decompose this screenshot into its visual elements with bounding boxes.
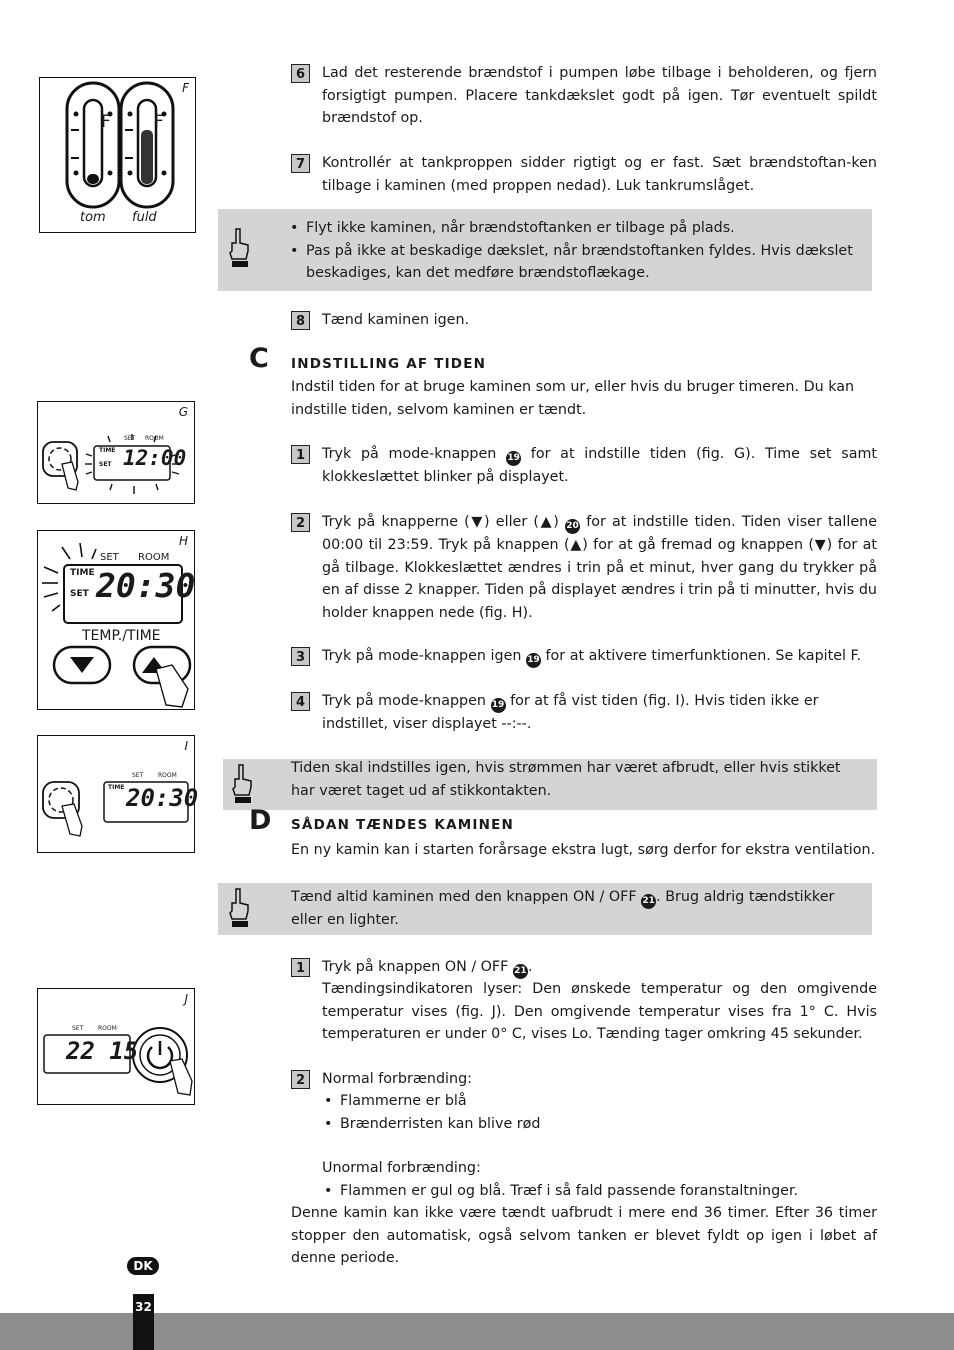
lcd-time-label: TIME (70, 568, 95, 578)
lcd-digits: 22 15 (66, 1037, 139, 1065)
button-ref-badge: 21 (513, 964, 528, 979)
lcd-digits: 20:30 (96, 566, 196, 605)
lcd-room-top: ROOM (98, 1025, 117, 1032)
lcd-set-top: SET (132, 772, 144, 779)
lcd-set-top: SET (72, 1025, 84, 1032)
figure-i (37, 735, 199, 853)
button-ref-badge: 19 (506, 451, 521, 466)
lcd-digits: 12:00 (123, 446, 187, 470)
pointing-hand-icon (226, 887, 252, 929)
figure-g-label: G (178, 405, 188, 419)
lcd-time-label: TIME (108, 784, 125, 791)
section-title: SÅDAN TÆNDES KAMINEN (291, 817, 515, 833)
final-paragraph: Denne kamin kan ikke være tændt uafbrudt i mere end 36 timer. Efter 36 timer stopper den automatisk, også selvom tanken er blevet fyldt op igen i løbet af denne periode. (291, 1205, 877, 1266)
step-text: Kontrollér at tankproppen sidder rigtigt og er fast. Sæt brændstoftan-ken tilbage i kaminen (med proppen nedad). Luk tankrumslåget. (322, 155, 877, 194)
section-intro: En ny kamin kan i starten forårsage ekstra lugt, sørg derfor for ekstra ventilation. (291, 842, 876, 858)
step-text: Tryk på mode-knappen 19 for at få vist tiden (fig. I). Hvis tiden ikke er indstillet, viser displayet --:--. (322, 693, 819, 732)
note-text: Tiden skal indstilles igen, hvis strømmen har været afbrudt, eller hvis stikket har været taget ud af stikkontakten. (291, 760, 841, 799)
lcd-room-top: ROOM (145, 435, 164, 442)
pointing-hand-icon (226, 227, 252, 269)
section-letter: C (249, 343, 269, 374)
step-number: 8 (291, 311, 310, 330)
gauge-mark-right: F (154, 112, 164, 132)
warning-note (223, 759, 877, 810)
step-text: Tryk på mode-knappen 19 for at indstille tiden (fig. G). Time set samt klokkeslættet blinker på displayet. (322, 446, 877, 485)
step-number: 6 (291, 64, 310, 83)
figure-i-label: I (184, 739, 188, 753)
list-item: • Flammerne er blå (322, 1090, 877, 1113)
step-text: Tænd kaminen igen. (322, 312, 470, 328)
warning-note (218, 209, 872, 291)
figure-j (37, 988, 195, 1105)
step-number: 3 (291, 647, 310, 666)
lcd-set-label: SET (99, 461, 112, 468)
figure-g (37, 401, 195, 504)
figure-f (39, 77, 196, 233)
gauge-empty-label: tom (80, 210, 106, 225)
figure-h (37, 530, 195, 710)
step-text: Normal forbrænding: (322, 1071, 472, 1087)
step-text: Tryk på knapperne (▼) eller (▲) 20 for at indstille tiden. Tiden viser tallene 00:00 til 23:59. Tryk på knappen (▲) for at gå fremad og knappen (▼) for at gå tilbage. Klokkeslættet ændres i trin på et minut, hver gang du trykker på en af disse 2 knapper. Tiden på displayet ændres i trin på ti minutter, hvis du holder knappen nede (fig. H). (322, 514, 877, 621)
gauge-full-label: fuld (132, 210, 157, 225)
note-item: • Pas på ikke at beskadige dækslet, når brændstoftanken fyldes. Hvis dækslet beskadiges, kan det medføre brændstoflækage. (288, 240, 864, 285)
step-text: Unormal forbrænding: (322, 1160, 481, 1176)
section-intro: Indstil tiden for at bruge kaminen som ur, eller hvis du bruger timeren. Du kan indstille tiden, selvom kaminen er tændt. (291, 379, 855, 418)
lcd-set-label: SET (70, 589, 89, 599)
list-item: • Brænderristen kan blive rød (322, 1113, 877, 1136)
button-ref-badge: 19 (491, 698, 506, 713)
step-number: 2 (291, 513, 310, 532)
fuel-gauge-illustration (40, 78, 194, 231)
section-letter: D (249, 805, 272, 836)
step-number: 2 (291, 1070, 310, 1089)
figure-j-label: J (184, 992, 188, 1006)
note-text: Tænd altid kaminen med den knappen ON / OFF 21. Brug aldrig tændstikker eller en lighter. (291, 889, 835, 928)
lcd-time-label: TIME (99, 447, 116, 454)
note-item: • Flyt ikke kaminen, når brændstoftanken er tilbage på plads. (288, 217, 864, 240)
step-text: Lad det resterende brændstof i pumpen løbe tilbage i beholderen, og fjern forsigtigt pumpen. Placere tankdækslet godt på igen. Tør eventuelt spildt brændstof op. (322, 65, 877, 126)
language-badge: DK (127, 1257, 159, 1275)
button-ref-badge: 20 (565, 519, 580, 534)
lcd-room-top: ROOM (158, 772, 177, 779)
page-number: 32 (133, 1294, 154, 1350)
warning-note (218, 883, 872, 935)
step-number: 1 (291, 445, 310, 464)
gauge-mark-left: F (101, 112, 111, 132)
step-number: 4 (291, 692, 310, 711)
lcd-set-top: SET (100, 552, 119, 563)
step-number: 7 (291, 154, 310, 173)
temp-time-caption: TEMP./TIME (82, 628, 161, 644)
lcd-set-top: SET (124, 435, 136, 442)
lcd-room-top: ROOM (138, 552, 170, 563)
step-text: Tryk på mode-knappen igen 19 for at aktivere timerfunktionen. Se kapitel F. (322, 645, 877, 668)
button-ref-badge: 19 (526, 653, 541, 668)
list-item: • Flammen er gul og blå. Træf i så fald passende foranstaltninger. (322, 1180, 877, 1203)
pointing-hand-icon (229, 763, 255, 805)
section-title: INDSTILLING AF TIDEN (291, 356, 487, 372)
lcd-digits: 20:30 (126, 784, 199, 812)
step-body: Tændingsindikatoren lyser: Den ønskede temperatur og den omgivende temperatur vises (fig. J). Den omgivende temperatur vises fra 1° C. Hvis temperaturen er under 0° C, vises Lo. Tænding tager omkring 45 sekunder. (322, 981, 877, 1042)
button-ref-badge: 21 (641, 894, 656, 909)
figure-f-label: F (182, 81, 189, 95)
step-text: Tryk på knappen ON / OFF 21. (322, 956, 877, 979)
step-number: 1 (291, 958, 310, 977)
figure-h-label: H (178, 534, 188, 548)
